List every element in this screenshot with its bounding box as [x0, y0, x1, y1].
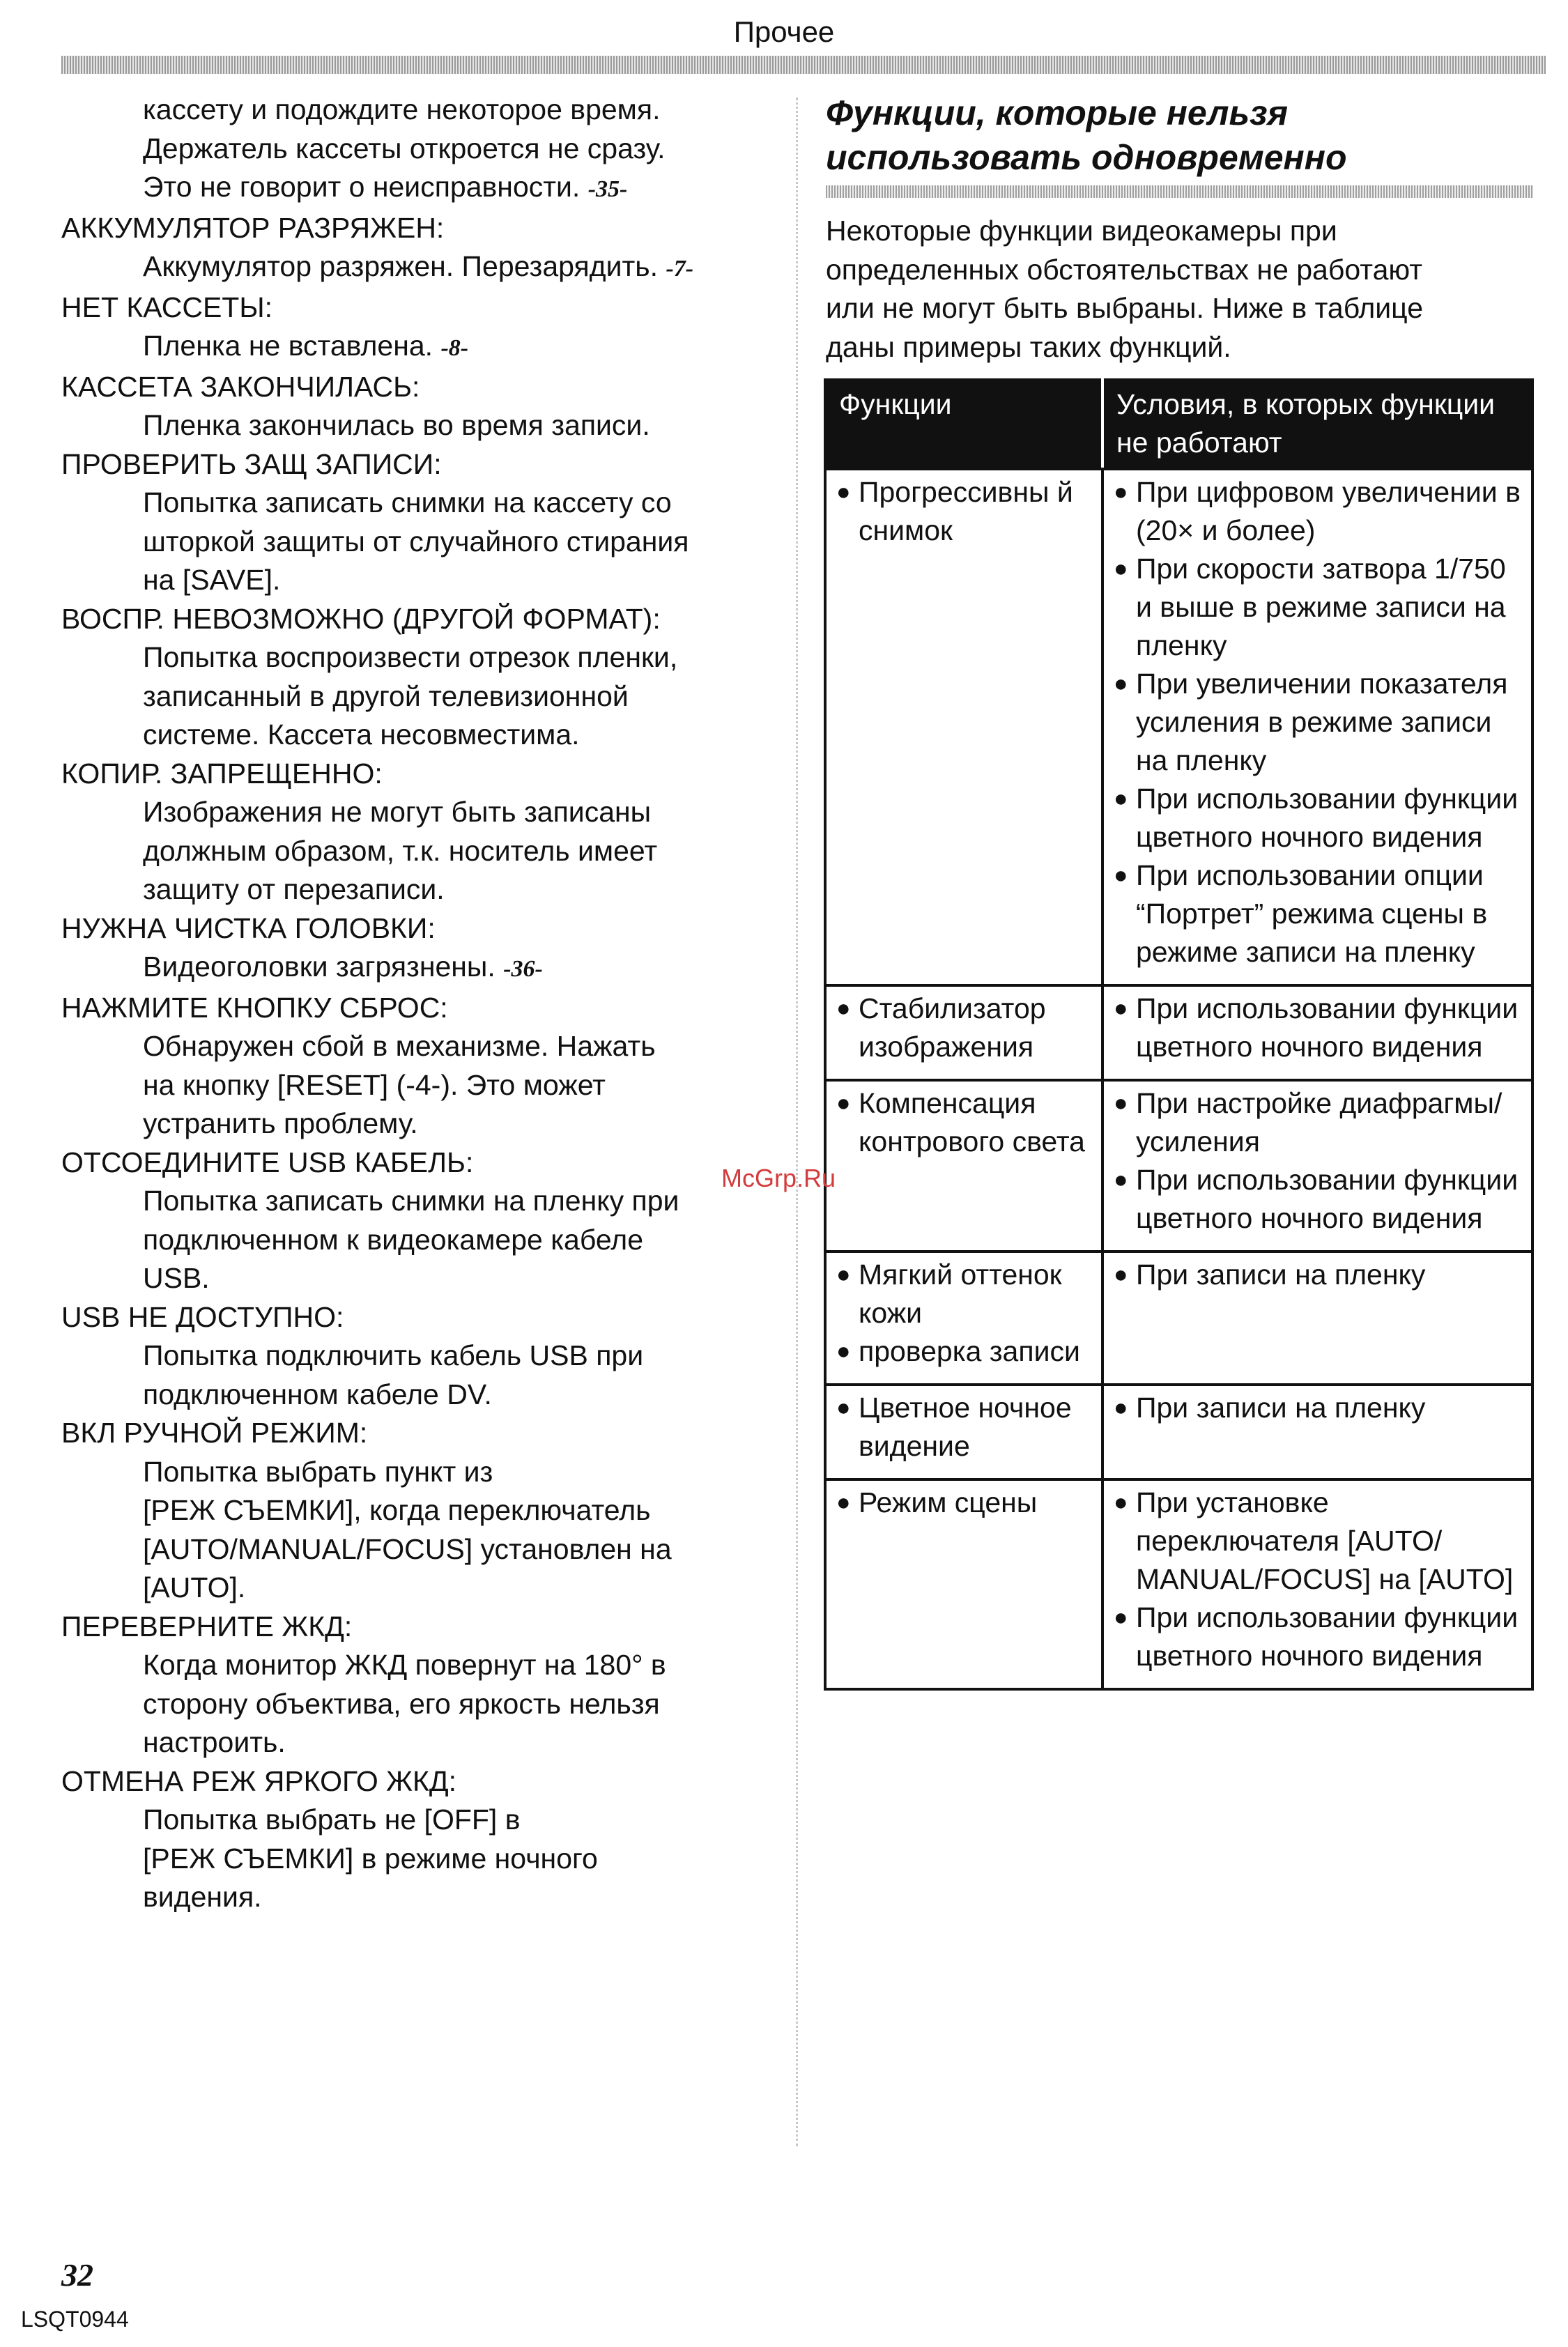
description-text: устранить проблему. — [143, 1107, 418, 1139]
function-name: Прогрессивны й снимок — [859, 476, 1073, 546]
message-entry — [61, 600, 772, 755]
description-line — [143, 1801, 772, 1840]
section-title — [826, 91, 1533, 180]
message-title: ПРОВЕРИТЬ ЗАЩ ЗАПИСИ: — [61, 447, 442, 480]
message-title: ВКЛ РУЧНОЙ РЕЖИМ: — [61, 1417, 368, 1449]
section-title-line-1: Функции, которые нельзя — [826, 93, 1289, 132]
message-entry — [61, 209, 772, 288]
function-name: проверка записи — [859, 1335, 1080, 1367]
function-cell — [825, 1385, 1102, 1479]
description-text: защиту от перезаписи. — [143, 873, 445, 905]
description-line — [143, 247, 772, 288]
function-name: Стабилизатор изображения — [859, 992, 1046, 1063]
description-line — [143, 1840, 772, 1879]
description-text: Обнаружен сбой в механизме. Нажать — [143, 1030, 656, 1062]
description-text: сторону объектива, его яркость нельзя — [143, 1687, 660, 1720]
section-intro — [826, 212, 1533, 367]
description-text: Попытка выбрать не [OFF] в — [143, 1803, 521, 1836]
page-number: 32 — [61, 2257, 93, 2293]
function-item — [836, 1389, 1093, 1465]
description-line — [143, 1066, 772, 1105]
bullet-icon: ● — [836, 1394, 851, 1421]
description-line — [143, 870, 772, 909]
message-description — [61, 1801, 772, 1917]
description-line — [143, 1878, 772, 1917]
description-line — [143, 406, 772, 445]
description-text: Попытка воспроизвести отрезок пленки, — [143, 641, 678, 673]
description-line — [143, 1491, 772, 1530]
condition-text: При использовании функции цветного ночного видения — [1136, 1601, 1519, 1672]
condition-item — [1114, 1599, 1523, 1675]
description-text: Когда монитор ЖКД повернут на 180° в — [143, 1649, 666, 1681]
function-cell — [825, 469, 1102, 985]
table-header-functions: Функции — [825, 380, 1102, 469]
message-title: ОТСОЕДИНИТЕ USB КАБЕЛЬ: — [61, 1146, 474, 1178]
function-item — [836, 990, 1093, 1066]
table-row — [825, 1479, 1532, 1689]
description-text: кассету и подождите некоторое время. — [143, 93, 661, 125]
description-line — [143, 793, 772, 832]
bullet-icon: ● — [1114, 1604, 1128, 1631]
message-title: АККУМУЛЯТОР РАЗРЯЖЕН: — [61, 211, 445, 244]
message-entry — [61, 1298, 772, 1415]
description-line — [143, 484, 772, 523]
description-line — [143, 948, 772, 989]
bullet-icon: ● — [1114, 1394, 1128, 1421]
condition-text: При скорости затвора 1/750 и выше в режиме записи на пленку — [1136, 553, 1506, 661]
condition-cell — [1102, 469, 1532, 985]
message-description — [61, 1182, 772, 1298]
message-title: USB НЕ ДОСТУПНО: — [61, 1300, 344, 1333]
message-entry — [61, 368, 772, 445]
description-line — [143, 1259, 772, 1298]
description-line — [143, 1182, 772, 1221]
description-text: USB. — [143, 1262, 210, 1294]
function-item — [836, 1332, 1093, 1371]
description-text: Попытка записать снимки на кассету со — [143, 486, 672, 518]
message-description — [61, 1337, 772, 1414]
description-text: Пленка не вставлена. — [143, 330, 433, 362]
message-entry — [61, 1762, 772, 1917]
condition-item — [1114, 665, 1523, 780]
message-description — [61, 1646, 772, 1762]
message-entry — [61, 1608, 772, 1762]
functions-section — [826, 91, 1533, 367]
watermark-text: McGrp.Ru — [721, 1164, 836, 1192]
message-title: КОПИР. ЗАПРЕЩЕННО: — [61, 757, 383, 790]
description-line — [143, 1453, 772, 1492]
description-line — [143, 1376, 772, 1415]
page-reference: -35- — [587, 176, 628, 202]
description-line — [143, 677, 772, 716]
bullet-icon: ● — [836, 1261, 851, 1288]
description-text: системе. Кассета несовместима. — [143, 718, 580, 751]
description-line — [143, 1221, 772, 1260]
message-entry — [61, 445, 772, 600]
message-entry — [61, 1144, 772, 1298]
description-line — [143, 1337, 772, 1376]
condition-cell — [1102, 985, 1532, 1080]
message-entry — [61, 1414, 772, 1608]
message-title: ПЕРЕВЕРНИТЕ ЖКД: — [61, 1610, 353, 1642]
condition-text: При записи на пленку — [1136, 1259, 1426, 1291]
function-name: Цветное ночное видение — [859, 1392, 1072, 1462]
description-line — [143, 1723, 772, 1762]
description-text: на [SAVE]. — [143, 564, 281, 596]
bullet-icon: ● — [836, 1489, 851, 1516]
description-line — [143, 832, 772, 871]
intro-line: Некоторые функции видеокамеры при — [826, 215, 1337, 247]
table-row — [825, 1080, 1532, 1252]
bullet-icon: ● — [1114, 555, 1128, 582]
bullet-icon: ● — [1114, 785, 1128, 812]
description-line — [143, 327, 772, 368]
function-cell — [825, 1252, 1102, 1385]
message-entry — [61, 909, 772, 989]
message-title: КАССЕТА ЗАКОНЧИЛАСЬ: — [61, 370, 420, 403]
description-line — [143, 561, 772, 600]
functions-table — [824, 378, 1534, 1691]
message-title: ОТМЕНА РЕЖ ЯРКОГО ЖКД: — [61, 1764, 457, 1797]
bullet-icon: ● — [1114, 1261, 1128, 1288]
table-row — [825, 1252, 1532, 1385]
condition-item — [1114, 856, 1523, 971]
page-reference: -7- — [666, 256, 694, 282]
condition-cell — [1102, 1479, 1532, 1689]
description-text: Попытка выбрать пункт из — [143, 1455, 493, 1488]
bullet-icon: ● — [1114, 479, 1128, 505]
message-entry — [61, 288, 772, 368]
condition-item — [1114, 1389, 1523, 1427]
description-text: [AUTO]. — [143, 1571, 246, 1603]
document-code: LSQT0944 — [21, 2307, 129, 2332]
function-name: Режим сцены — [859, 1486, 1038, 1518]
function-name: Мягкий оттенок кожи — [859, 1259, 1062, 1329]
condition-text: При увеличении показателя усиления в режиме записи на пленку — [1136, 668, 1508, 776]
description-text: [РЕЖ СЪЕМКИ], когда переключатель — [143, 1494, 651, 1526]
page-header: Прочее — [733, 15, 835, 48]
page-reference: -36- — [503, 956, 543, 982]
table-row — [825, 1385, 1532, 1479]
condition-item — [1114, 550, 1523, 665]
description-text: Попытка записать снимки на пленку при — [143, 1185, 679, 1217]
description-line — [143, 130, 772, 169]
description-text: должным образом, т.к. носитель имеет — [143, 834, 658, 867]
column-divider — [796, 98, 798, 2146]
condition-item — [1114, 1161, 1523, 1238]
intro-line: определенных обстоятельствах не работают — [826, 253, 1422, 286]
function-cell — [825, 985, 1102, 1080]
message-entry — [61, 755, 772, 909]
condition-text: При цифровом увеличении в (20× и более) — [1136, 476, 1521, 546]
description-line — [143, 716, 772, 755]
message-entry — [61, 989, 772, 1144]
bullet-icon: ● — [836, 995, 851, 1022]
message-description — [61, 638, 772, 755]
message-description — [61, 327, 772, 368]
bullet-icon: ● — [1114, 995, 1128, 1022]
bullet-icon: ● — [1114, 862, 1128, 888]
description-text: [РЕЖ СЪЕМКИ] в режиме ночного — [143, 1842, 598, 1875]
condition-cell — [1102, 1080, 1532, 1252]
messages-list — [61, 91, 772, 1917]
function-name: Компенсация контрового света — [859, 1087, 1085, 1157]
function-cell — [825, 1080, 1102, 1252]
condition-cell — [1102, 1385, 1532, 1479]
description-text: Видеоголовки загрязнены. — [143, 951, 495, 983]
description-line — [143, 1569, 772, 1608]
condition-item — [1114, 1084, 1523, 1161]
description-text: настроить. — [143, 1726, 286, 1758]
bullet-icon: ● — [836, 1090, 851, 1116]
description-text: Попытка подключить кабель USB при — [143, 1339, 644, 1371]
message-description — [61, 406, 772, 445]
function-cell — [825, 1479, 1102, 1689]
description-text: Это не говорит о неисправности. — [143, 171, 581, 203]
condition-item — [1114, 780, 1523, 856]
intro-line: даны примеры таких функций. — [826, 330, 1231, 363]
condition-cell — [1102, 1252, 1532, 1385]
message-description — [61, 484, 772, 600]
description-line — [143, 1105, 772, 1144]
description-line — [143, 91, 772, 130]
condition-text: При установке переключателя [AUTO/ MANUAL/FOCUS] на [AUTO] — [1136, 1486, 1514, 1595]
description-text: на кнопку [RESET] (-4-). Это может — [143, 1068, 606, 1101]
description-text: подключенном к видеокамере кабеле — [143, 1223, 644, 1256]
condition-text: При настройке диафрагмы/усиления — [1136, 1087, 1502, 1157]
condition-item — [1114, 990, 1523, 1066]
description-text: шторкой защиты от случайного стирания — [143, 525, 689, 557]
message-title: НЕТ КАССЕТЫ: — [61, 291, 273, 323]
section-title-line-2: использовать одновременно — [826, 138, 1347, 177]
description-text: видения. — [143, 1881, 262, 1913]
message-title: НУЖНА ЧИСТКА ГОЛОВКИ: — [61, 911, 436, 944]
description-line — [143, 1027, 772, 1066]
table-header-conditions: Условия, в которых функции не работают — [1102, 380, 1532, 469]
message-entry — [61, 91, 772, 209]
page-reference: -8- — [440, 335, 469, 361]
message-description — [61, 1027, 772, 1144]
bullet-icon: ● — [1114, 670, 1128, 697]
condition-item — [1114, 1484, 1523, 1599]
description-text: подключенном кабеле DV. — [143, 1378, 492, 1410]
function-item — [836, 473, 1093, 550]
description-line — [143, 1646, 772, 1685]
condition-item — [1114, 473, 1523, 550]
bullet-icon: ● — [836, 1338, 851, 1364]
description-line — [143, 1530, 772, 1569]
table-row — [825, 469, 1532, 985]
description-text: записанный в другой телевизионной — [143, 679, 629, 712]
description-text: [AUTO/MANUAL/FOCUS] установлен на — [143, 1532, 672, 1565]
description-line — [143, 638, 772, 677]
table-row — [825, 985, 1532, 1080]
intro-line: или не могут быть выбраны. Ниже в таблице — [826, 292, 1423, 324]
condition-text: При использовании функции цветного ночного видения — [1136, 1164, 1519, 1234]
function-item — [836, 1256, 1093, 1332]
message-description — [61, 793, 772, 909]
condition-text: При записи на пленку — [1136, 1392, 1426, 1424]
bullet-icon: ● — [1114, 1489, 1128, 1516]
description-line — [143, 168, 772, 209]
condition-item — [1114, 1256, 1523, 1294]
condition-text: При использовании функции цветного ночного видения — [1136, 783, 1519, 853]
description-text: Пленка закончилась во время записи. — [143, 409, 650, 441]
bullet-icon: ● — [836, 479, 851, 505]
function-item — [836, 1484, 1093, 1522]
section-title-underline — [826, 185, 1533, 198]
description-text: Изображения не могут быть записаны — [143, 796, 652, 828]
condition-text: При использовании опции “Портрет” режима сцены в режиме записи на пленку — [1136, 859, 1488, 968]
message-description — [61, 247, 772, 288]
message-description — [61, 1453, 772, 1608]
header-divider — [61, 56, 1546, 74]
message-description — [61, 91, 772, 209]
bullet-icon: ● — [1114, 1090, 1128, 1116]
message-description — [61, 948, 772, 989]
table-header-row — [825, 380, 1532, 469]
description-line — [143, 523, 772, 562]
bullet-icon: ● — [1114, 1167, 1128, 1193]
description-text: Аккумулятор разряжен. Перезарядить. — [143, 250, 659, 282]
description-text: Держатель кассеты откроется не сразу. — [143, 132, 666, 164]
description-line — [143, 1685, 772, 1724]
message-title: ВОСПР. НЕВОЗМОЖНО (ДРУГОЙ ФОРМАТ): — [61, 602, 661, 635]
condition-text: При использовании функции цветного ночного видения — [1136, 992, 1519, 1063]
function-item — [836, 1084, 1093, 1161]
message-title: НАЖМИТЕ КНОПКУ СБРОС: — [61, 991, 448, 1024]
